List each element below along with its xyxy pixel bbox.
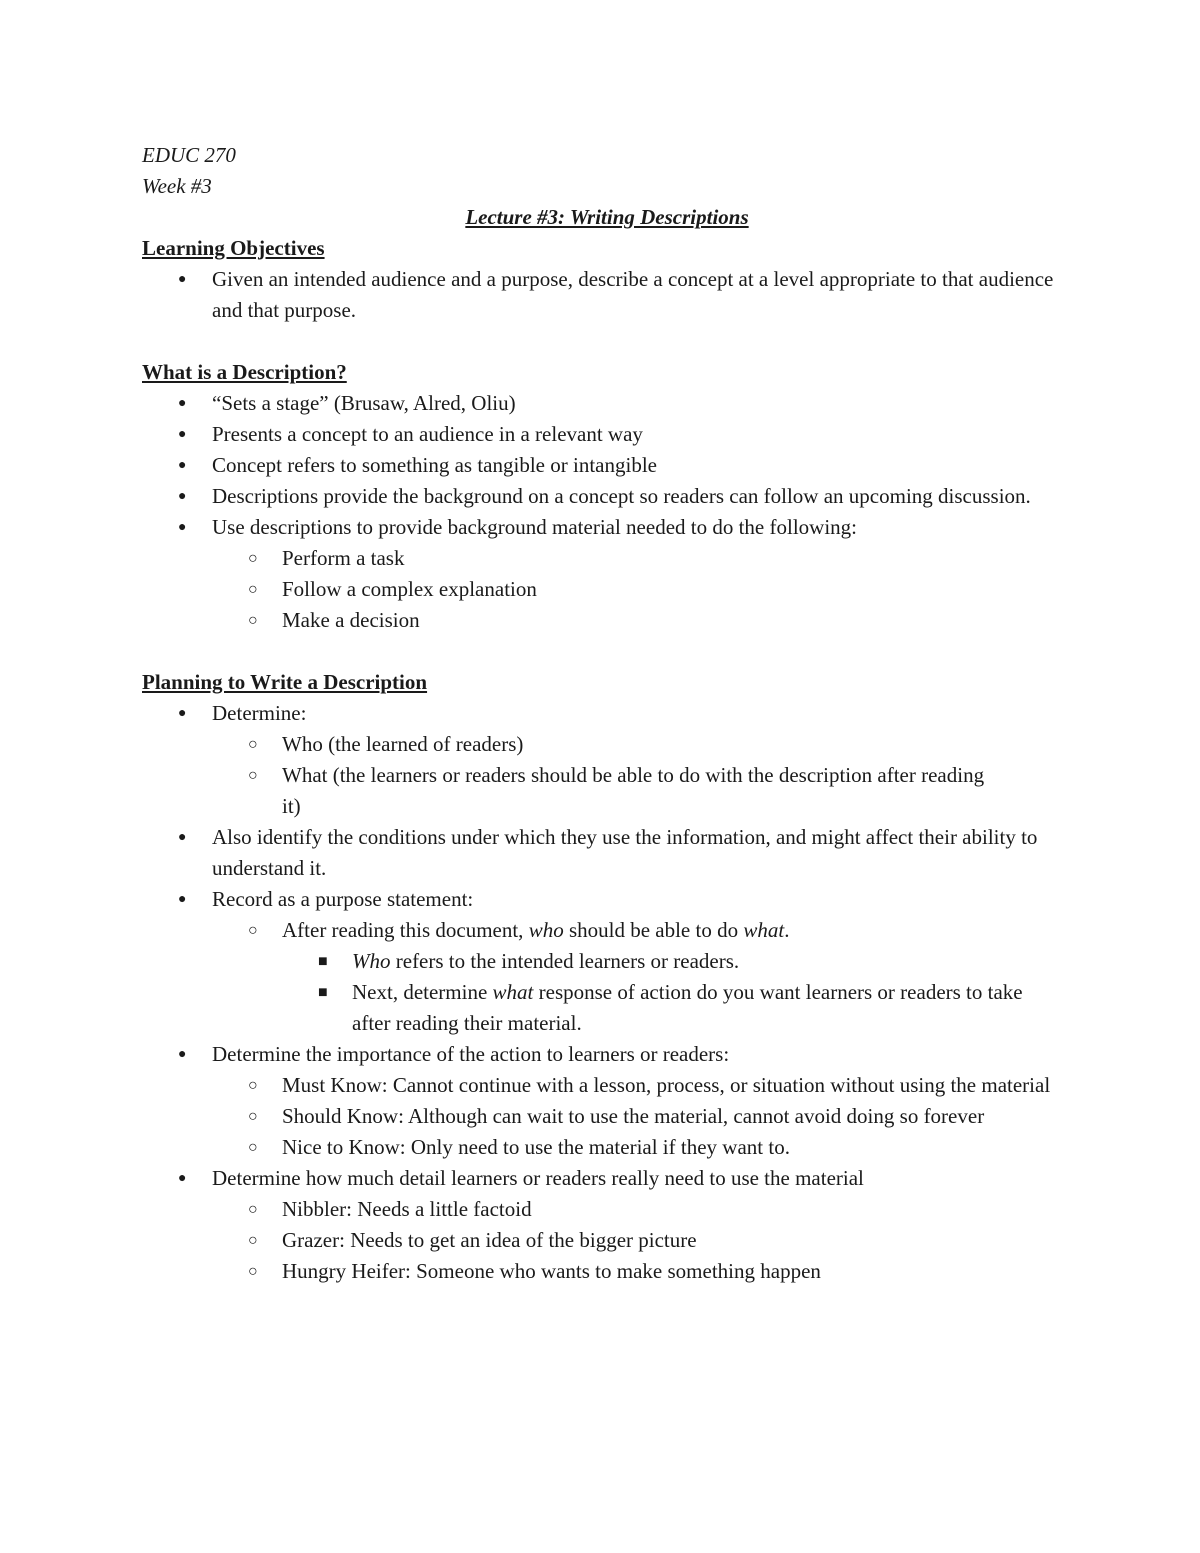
list-item: ● Descriptions provide the background on a concept so readers can follow an upcoming discussion. [142, 481, 1072, 512]
list-item: ○ Grazer: Needs to get an idea of the bigger picture [142, 1225, 1072, 1256]
circle-bullet-icon: ○ [248, 922, 258, 939]
objectives-heading-row [142, 233, 1072, 264]
list-item: ● Given an intended audience and a purpose, describe a concept at a level appropriate to that audience and that purpose. [142, 264, 1072, 326]
bullet-icon: ● [178, 489, 187, 504]
circle-bullet-icon: ○ [248, 1201, 258, 1218]
bullet-icon: ● [178, 396, 187, 411]
list-item: ● “Sets a stage” (Brusaw, Alred, Oliu) [142, 388, 1072, 419]
objectives-list [142, 264, 1072, 326]
bullet-icon: ● [178, 830, 187, 845]
circle-bullet-icon: ○ [248, 612, 258, 629]
bullet-icon: ● [178, 520, 187, 535]
list-item: ○ Make a decision [142, 605, 1072, 636]
bullet-icon: ● [178, 892, 187, 907]
list-item: ● Record as a purpose statement: ○ After reading this document, who should be able to do what. ■ Who refers to the intended learners or readers. ■ Next, determine what response of action do you want learners or readers to take after reading their material. [142, 884, 1072, 1039]
list-item: ○ Perform a task [142, 543, 1072, 574]
list-item: ○ Nibbler: Needs a little factoid [142, 1194, 1072, 1225]
course-code: EDUC 270 [142, 143, 236, 167]
what-is-heading: What is a Description? [142, 360, 347, 384]
determine-sublist [142, 729, 1072, 822]
circle-bullet-icon: ○ [248, 1232, 258, 1249]
what-is-sublist [142, 543, 1072, 636]
circle-bullet-icon: ○ [248, 550, 258, 567]
list-item: ● Concept refers to something as tangible or intangible [142, 450, 1072, 481]
record-subsublist [142, 946, 1072, 1039]
circle-bullet-icon: ○ [248, 581, 258, 598]
list-item: ○ Follow a complex explanation [142, 574, 1072, 605]
list-item: ■ Next, determine what response of action do you want learners or readers to take after reading their material. [142, 977, 1072, 1039]
list-item: ● Use descriptions to provide background material needed to do the following: ○ Perform a task ○ Follow a complex explanation ○ Make a decision [142, 512, 1072, 636]
list-item: ○ Who (the learned of readers) [142, 729, 1072, 760]
planning-heading: Planning to Write a Description [142, 670, 428, 694]
lecture-title: Lecture #3: Writing Descriptions [465, 205, 749, 229]
document-page [142, 140, 1072, 1287]
circle-bullet-icon: ○ [248, 1077, 258, 1094]
planning-list [142, 698, 1072, 1287]
circle-bullet-icon: ○ [248, 736, 258, 753]
importance-sublist [142, 1070, 1072, 1163]
list-item: ■ Who refers to the intended learners or readers. [142, 946, 1072, 977]
what-is-heading-row [142, 357, 1072, 388]
list-item: ○ Must Know: Cannot continue with a lesson, process, or situation without using the material [142, 1070, 1072, 1101]
circle-bullet-icon: ○ [248, 1108, 258, 1125]
week-label: Week #3 [142, 174, 212, 198]
bullet-icon: ● [178, 706, 187, 721]
list-item [142, 915, 1072, 1039]
list-item: ○ Nice to Know: Only need to use the material if they want to. [142, 1132, 1072, 1163]
bullet-icon: ● [178, 1047, 187, 1062]
list-item: ● Also identify the conditions under which they use the information, and might affect their ability to understand it. [142, 822, 1072, 884]
bullet-icon: ● [178, 427, 187, 442]
circle-bullet-icon: ○ [248, 767, 258, 784]
detail-sublist [142, 1194, 1072, 1287]
list-item: ○ Should Know: Although can wait to use the material, cannot avoid doing so forever [142, 1101, 1072, 1132]
bullet-icon: ● [178, 1171, 187, 1186]
square-bullet-icon: ■ [318, 984, 328, 1001]
list-item: ● Determine the importance of the action to learners or readers: ○ Must Know: Cannot continue with a lesson, process, or situation without using the material ○ Should Know: Although can wait to use the material, cannot avoid doing so forever ○ Nice to Know: Only need to use the material if they want to. [142, 1039, 1072, 1163]
bullet-icon: ● [178, 458, 187, 473]
square-bullet-icon: ■ [318, 953, 328, 970]
planning-heading-row [142, 667, 1072, 698]
what-is-list [142, 388, 1072, 636]
list-item: ● Determine: ○ Who (the learned of readers) ○ What (the learners or readers should be able to do with the description after reading it) [142, 698, 1072, 822]
bullet-icon: ● [178, 272, 187, 287]
list-item: ● Presents a concept to an audience in a relevant way [142, 419, 1072, 450]
list-item: ○ What (the learners or readers should be able to do with the description after reading it) [142, 760, 1072, 822]
purpose-statement: After reading this document, who should be able to do what. [282, 918, 790, 942]
list-item: ○ Hungry Heifer: Someone who wants to make something happen [142, 1256, 1072, 1287]
objectives-heading: Learning Objectives [142, 236, 325, 260]
lecture-title-row [142, 202, 1072, 233]
circle-bullet-icon: ○ [248, 1263, 258, 1280]
record-sublist [142, 915, 1072, 1039]
list-item: ● Determine how much detail learners or readers really need to use the material ○ Nibbler: Needs a little factoid ○ Grazer: Needs to get an idea of the bigger picture ○ Hungry Heifer: Someone who wants to make something happen [142, 1163, 1072, 1287]
circle-bullet-icon: ○ [248, 1139, 258, 1156]
